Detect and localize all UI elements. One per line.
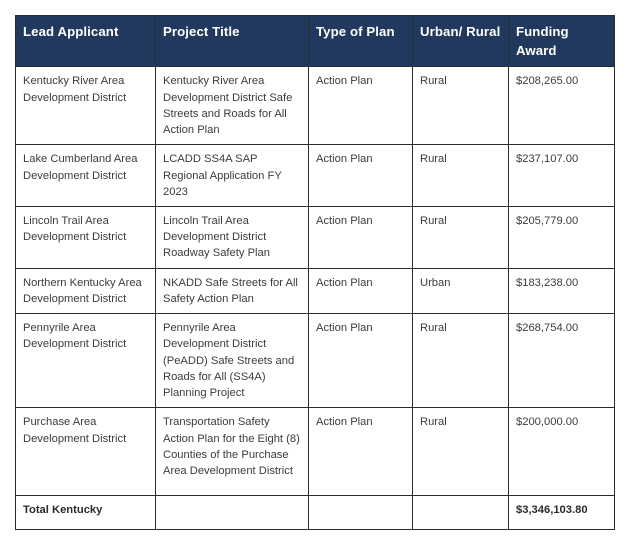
cell-funding-award [509,67,615,145]
cell-lead-applicant [16,145,156,207]
cell-text: Lincoln Trail Area Development District Roadway Safety Plan [163,214,270,260]
cell-text: Rural [420,75,447,88]
cell-text: Northern Kentucky Area Development District [23,276,142,305]
cell-text: NKADD Safe Streets for All Safety Action Plan [163,276,298,305]
cell-type-of-plan [309,67,413,145]
cell-text: Lake Cumberland Area Development District [23,153,138,182]
cell-project-title [156,145,309,207]
cell-funding-award [509,206,615,268]
table-total-row [16,496,615,530]
cell-project-title [156,314,309,408]
cell-total-type-of-plan [309,496,413,530]
cell-text: $3,346,103.80 [516,504,588,517]
cell-text: Purchase Area Development District [23,416,127,445]
cell-lead-applicant [16,206,156,268]
cell-text: Rural [420,416,447,429]
cell-type-of-plan [309,408,413,496]
cell-urban-rural [413,268,509,313]
cell-total-label [16,496,156,530]
column-header-project-title: Project Title [156,16,309,67]
table-row [16,314,615,408]
cell-project-title [156,67,309,145]
cell-urban-rural [413,67,509,145]
cell-urban-rural [413,408,509,496]
cell-type-of-plan [309,268,413,313]
cell-text: Rural [420,214,447,227]
cell-text: Lincoln Trail Area Development District [23,214,127,244]
table-body [16,67,615,530]
cell-text: Pennyrile Area Development District [23,322,127,351]
cell-text: Action Plan [316,75,373,88]
cell-text: $237,107.00 [516,153,579,166]
cell-lead-applicant [16,67,156,145]
column-header-type-of-plan: Type of Plan [309,16,413,67]
column-header-funding-award: Funding Award [509,16,615,67]
cell-text: Urban [420,276,451,289]
cell-total-urban-rural [413,496,509,530]
cell-type-of-plan [309,206,413,268]
cell-project-title [156,408,309,496]
column-header-lead-applicant: Lead Applicant [16,16,156,67]
cell-lead-applicant [16,314,156,408]
cell-text: Action Plan [316,276,373,289]
cell-text: Action Plan [316,153,373,166]
cell-text: $208,265.00 [516,75,579,88]
cell-text: Rural [420,153,447,166]
cell-text: Kentucky River Area Development District Safe Streets and Roads for All Action Plan [163,75,293,136]
table-row [16,268,615,313]
cell-text: Rural [420,322,447,335]
cell-text: Pennyrile Area Development District (PeADD) Safe Streets and Roads for All (SS4A) Planning Project [163,322,295,400]
cell-text: $200,000.00 [516,416,579,429]
cell-text: Action Plan [316,322,373,335]
cell-funding-award [509,314,615,408]
table-row [16,408,615,496]
cell-type-of-plan [309,145,413,207]
cell-text: $183,238.00 [516,276,579,289]
cell-urban-rural [413,145,509,207]
cell-text: LCADD SS4A SAP Regional Application FY 2023 [163,153,282,198]
cell-text: Action Plan [316,214,373,227]
cell-urban-rural [413,314,509,408]
awards-table [15,15,615,530]
table-row [16,145,615,207]
cell-total-funding-award [509,496,615,530]
cell-funding-award [509,408,615,496]
column-header-urban-rural: Urban/ Rural [413,16,509,67]
cell-project-title [156,206,309,268]
cell-urban-rural [413,206,509,268]
table-row [16,206,615,268]
cell-text: Kentucky River Area Development District [23,75,127,104]
table-header-row [16,16,615,67]
cell-lead-applicant [16,408,156,496]
table-header [16,16,615,67]
table-row [16,67,615,145]
cell-total-project-title [156,496,309,530]
cell-project-title [156,268,309,313]
cell-funding-award [509,268,615,313]
cell-text: $205,779.00 [516,214,579,227]
cell-type-of-plan [309,314,413,408]
cell-funding-award [509,145,615,207]
cell-lead-applicant [16,268,156,313]
cell-text: Action Plan [316,416,373,429]
cell-text: Total Kentucky [23,504,103,517]
cell-text: $268,754.00 [516,322,579,335]
cell-text: Transportation Safety Action Plan for the Eight (8) Counties of the Purchase Area Development District [163,416,300,478]
